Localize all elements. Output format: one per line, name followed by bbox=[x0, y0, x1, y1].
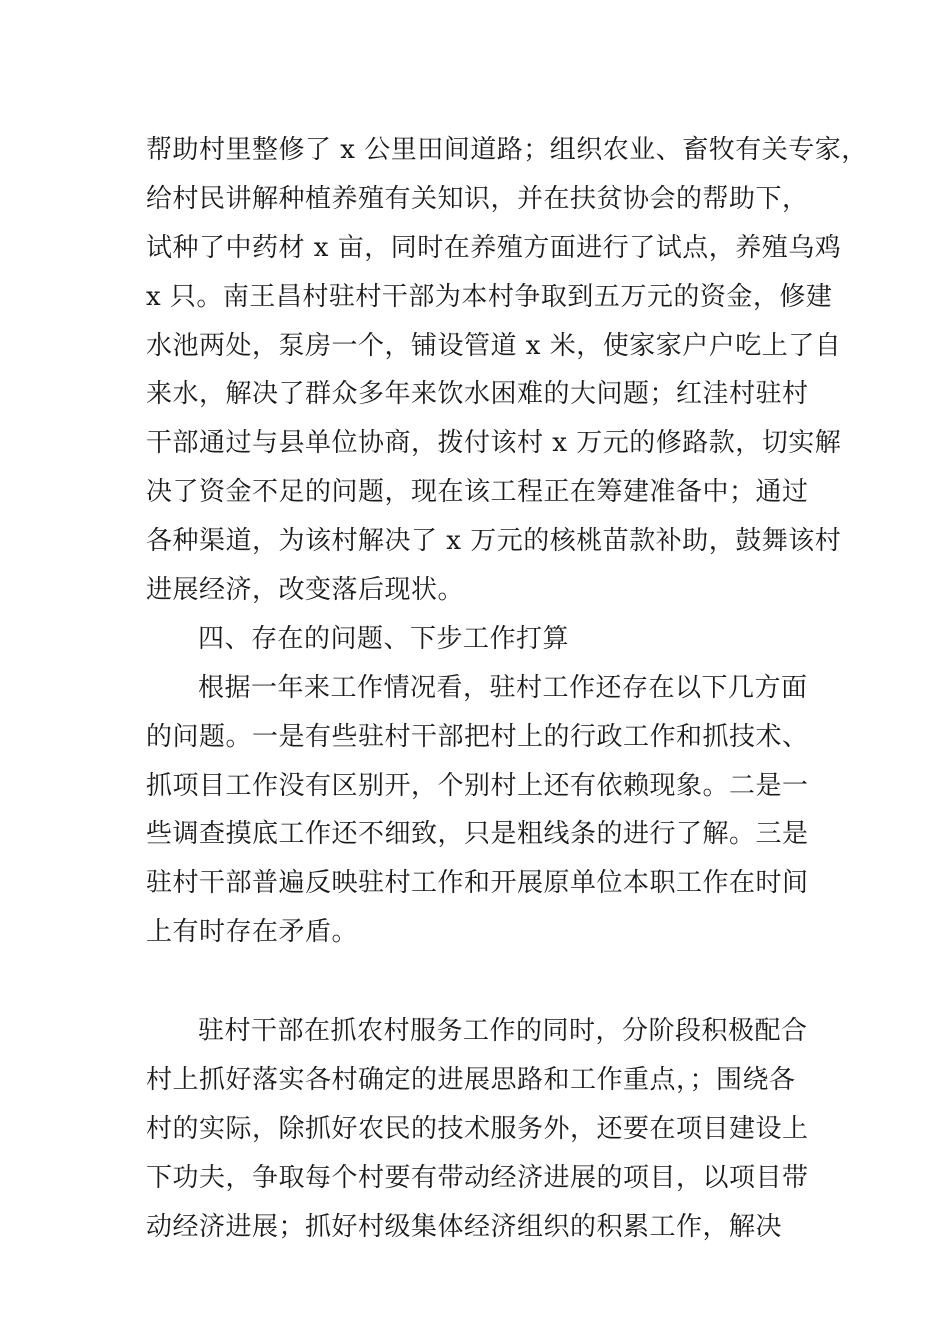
text-line: 的问题。一是有些驻村干部把村上的行政工作和抓技术、 bbox=[146, 721, 809, 752]
text-line: 些调查摸底工作还不细致，只是粗线条的进行了解。三是 bbox=[146, 819, 809, 850]
text-line: 下功夫，争取每个村要有带动经济进展的项目，以项目带 bbox=[146, 1162, 809, 1193]
text-line: 帮助村里整修了 x 公里田间道路；组织农业、畜牧有关专家， bbox=[146, 135, 868, 165]
text-line: 各种渠道，为该村解决了 x 万元的核桃苗款补助，鼓舞该村 bbox=[146, 526, 842, 557]
text-line: 来水，解决了群众多年来饮水困难的大问题；红洼村驻村 bbox=[146, 379, 809, 410]
text-line: 驻村干部在抓农村服务工作的同时，分阶段积极配合 bbox=[198, 1016, 808, 1046]
text-line: x 只。南王昌村驻村干部为本村争取到五万元的资金，修建 bbox=[146, 281, 833, 312]
section-heading: 四、存在的问题、下步工作打算 bbox=[198, 623, 570, 654]
document-body-section-2 bbox=[146, 1007, 816, 1251]
text-line: 村的实际，除抓好农民的技术服务外，还要在项目建设上 bbox=[146, 1113, 809, 1144]
text-line: 进展经济，改变落后现状。 bbox=[146, 575, 465, 606]
text-line: 水池两处，泵房一个，铺设管道 x 米，使家家户户吃上了自 bbox=[146, 330, 842, 361]
text-line: 驻村干部普遍反映驻村工作和开展原单位本职工作在时间 bbox=[146, 868, 809, 899]
text-line: 抓项目工作没有区别开，个别村上还有依赖现象。二是一 bbox=[146, 770, 809, 801]
text-line: 根据一年来工作情况看，驻村工作还存在以下几方面 bbox=[198, 672, 808, 703]
document-body-section-1 bbox=[146, 126, 868, 957]
text-line: 动经济进展；抓好村级集体经济组织的积累工作，解决 bbox=[146, 1211, 783, 1242]
text-line: 试种了中药材 x 亩，同时在养殖方面进行了试点，养殖乌鸡 bbox=[146, 232, 842, 263]
text-line: 决了资金不足的问题，现在该工程正在筹建准备中；通过 bbox=[146, 477, 809, 508]
text-line: 给村民讲解种植养殖有关知识，并在扶贫协会的帮助下， bbox=[146, 183, 809, 214]
text-line: 干部通过与县单位协商，拨付该村 x 万元的修路款，切实解 bbox=[146, 428, 842, 459]
text-line: 上有时存在矛盾。 bbox=[146, 917, 359, 948]
text-line: 村上抓好落实各村确定的进展思路和工作重点，；围绕各 bbox=[146, 1064, 796, 1095]
